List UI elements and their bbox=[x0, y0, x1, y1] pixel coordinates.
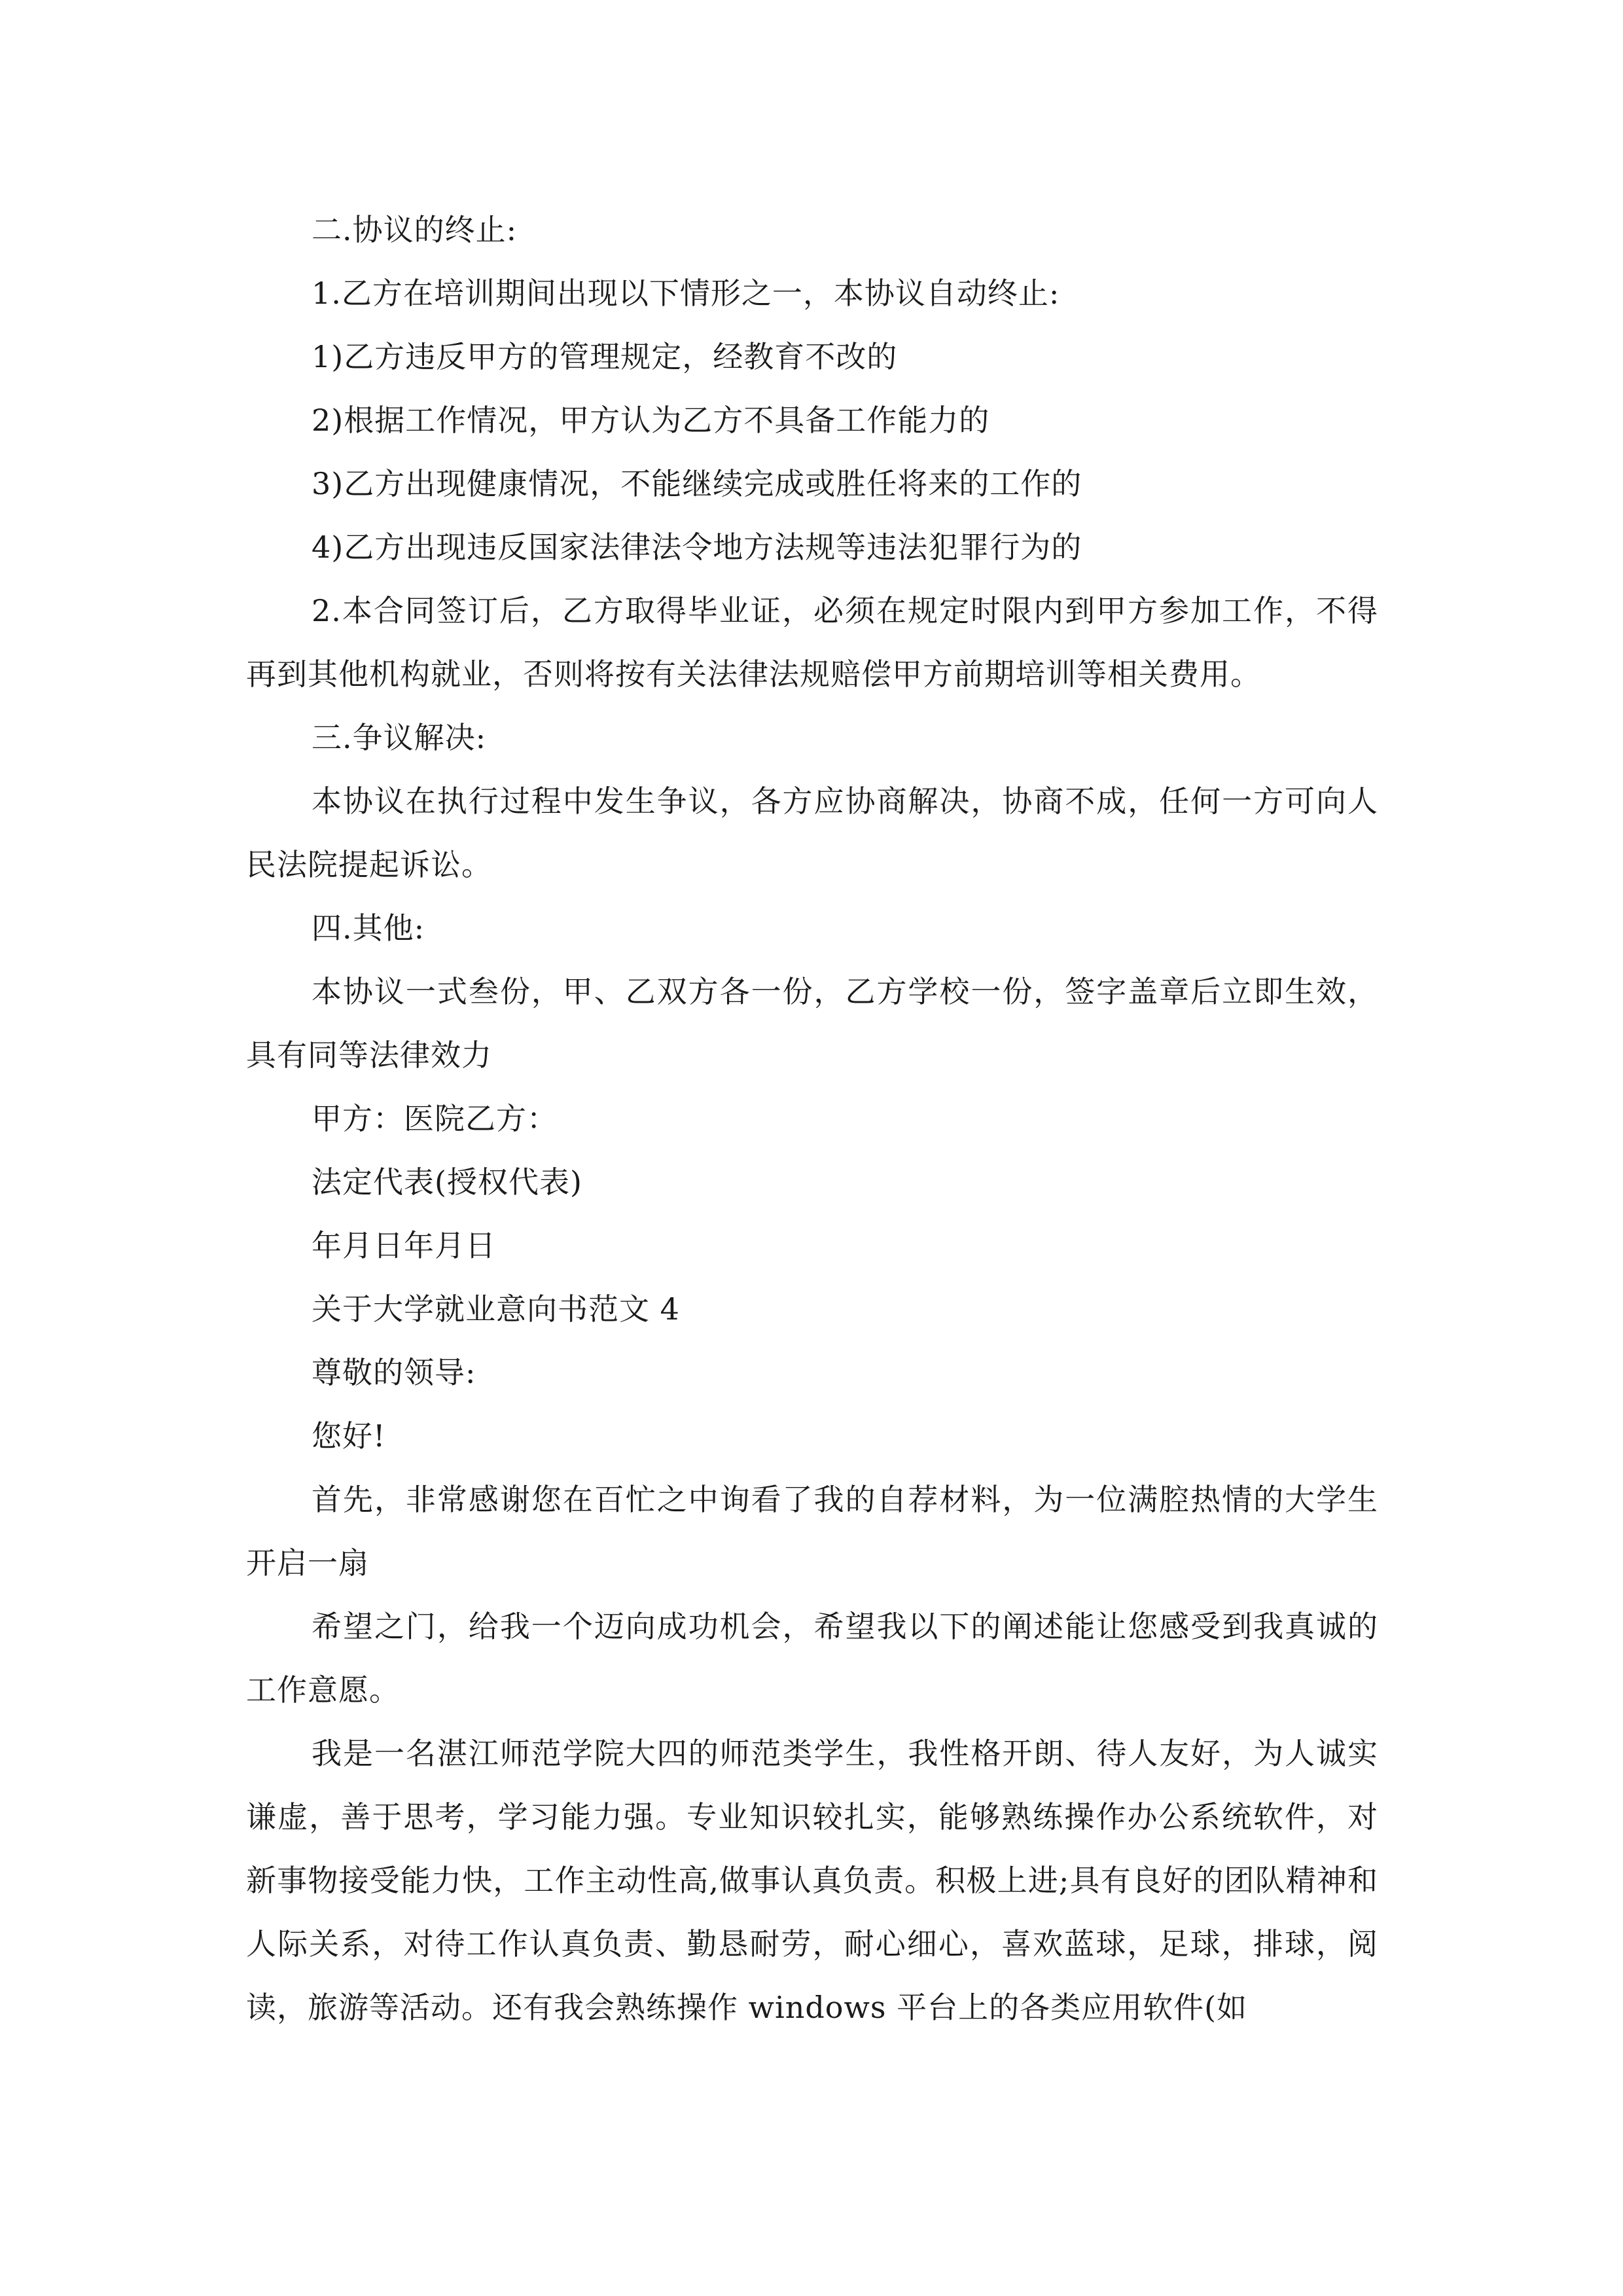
paragraph-termination-item-2: 2)根据工作情况，甲方认为乙方不具备工作能力的 bbox=[312, 403, 990, 438]
paragraph-termination-item-1: 1)乙方违反甲方的管理规定，经教育不改的 bbox=[312, 339, 898, 374]
paragraph-letter-hope: 希望之门，给我一个迈向成功机会，希望我以下的阐述能让您感受到我真诚的工作意愿。 bbox=[246, 1609, 1378, 1708]
paragraph-termination-clause-2: 2.本合同签订后，乙方取得毕业证，必须在规定时限内到甲方参加工作，不得再到其他机构就业，否则将按有关法律法规赔偿甲方前期培训等相关费用。 bbox=[246, 593, 1378, 692]
paragraph-termination-item-4: 4)乙方出现违反国家法律法令地方法规等违法犯罪行为的 bbox=[312, 529, 1082, 565]
paragraph-termination-clause-1: 1.乙方在培训期间出现以下情形之一，本协议自动终止: bbox=[312, 276, 1060, 311]
paragraph-legal-representative: 法定代表(授权代表) bbox=[312, 1164, 582, 1200]
paragraph-other-body: 本协议一式叁份，甲、乙双方各一份，乙方学校一份，签字盖章后立即生效，具有同等法律效力 bbox=[246, 974, 1378, 1073]
paragraph-salutation: 尊敬的领导: bbox=[312, 1355, 476, 1390]
paragraph-parties: 甲方：医院乙方： bbox=[312, 1101, 558, 1136]
paragraph-termination-heading: 二.协议的终止: bbox=[312, 212, 518, 247]
paragraph-letter-title: 关于大学就业意向书范文 4 bbox=[312, 1291, 680, 1327]
paragraph-dispute-heading: 三.争议解决: bbox=[312, 720, 487, 755]
document-body bbox=[246, 198, 1378, 2039]
paragraph-letter-self-introduction: 我是一名湛江师范学院大四的师范类学生，我性格开朗、待人友好，为人诚实谦虚，善于思考，学习能力强。专业知识较扎实，能够熟练操作办公系统软件，对新事物接受能力快，工作主动性高,做事认真负责。积极上进;具有良好的团队精神和人际关系，对待工作认真负责、勤恳耐劳，耐心细心，喜欢蓝球，足球，排球，阅读，旅游等活动。还有我会熟练操作 windows 平台上的各类应用软件(如 bbox=[246, 1736, 1378, 2025]
paragraph-letter-intro: 首先，非常感谢您在百忙之中询看了我的自荐材料，为一位满腔热情的大学生开启一扇 bbox=[246, 1482, 1378, 1581]
paragraph-greeting: 您好! bbox=[312, 1418, 386, 1454]
paragraph-dispute-body: 本协议在执行过程中发生争议，各方应协商解决，协商不成，任何一方可向人民法院提起诉讼。 bbox=[246, 783, 1378, 882]
paragraph-dates: 年月日年月日 bbox=[312, 1228, 496, 1263]
paragraph-other-heading: 四.其他: bbox=[312, 910, 425, 946]
paragraph-termination-item-3: 3)乙方出现健康情况，不能继续完成或胜任将来的工作的 bbox=[312, 466, 1082, 501]
